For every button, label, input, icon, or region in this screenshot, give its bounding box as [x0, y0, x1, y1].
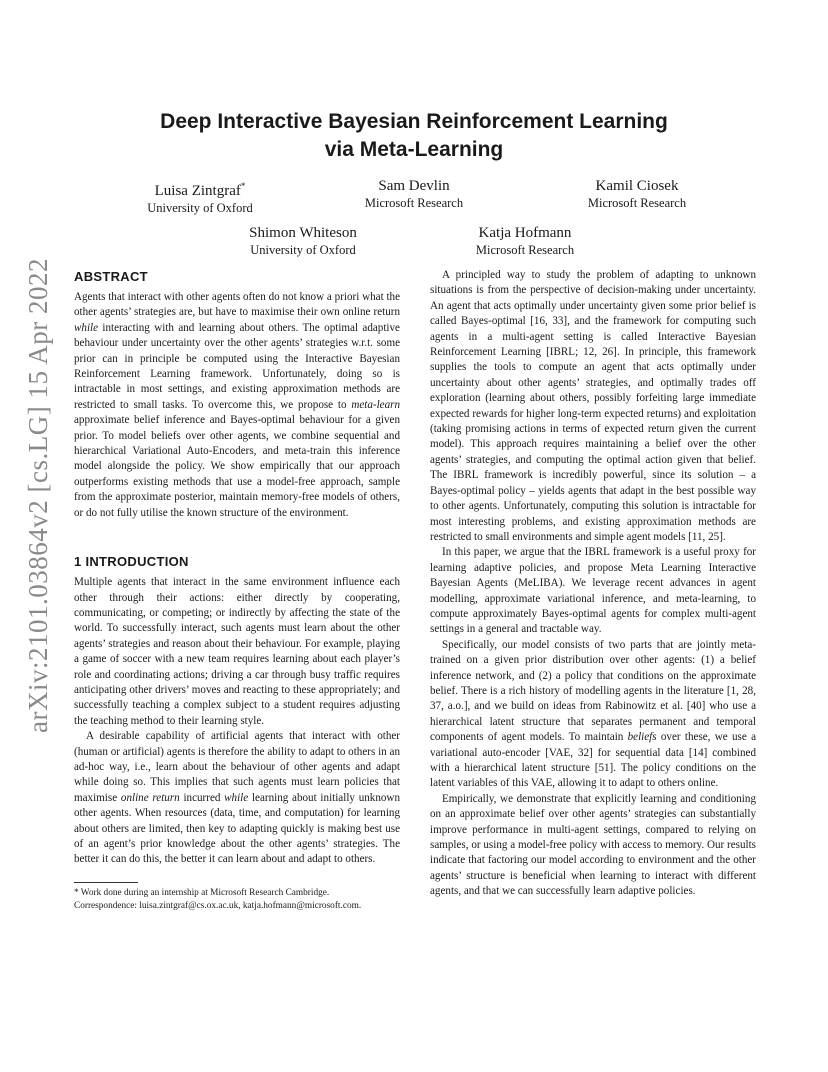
author-name: Sam Devlin: [378, 178, 450, 194]
author-name: Luisa Zintgraf*: [154, 181, 246, 199]
right-column: [430, 268, 756, 900]
author-block: [90, 178, 310, 217]
author-block: [304, 178, 524, 212]
author-name: Kamil Ciosek: [595, 178, 679, 194]
author-affiliation: Microsoft Research: [364, 196, 464, 210]
title-line-2: via Meta-Learning: [324, 138, 504, 161]
author-block: [415, 225, 635, 259]
body-paragraph: Empirically, we demonstrate that explicitly learning and conditioning on an approximate belief over other agents’ strategies can substantially improve performance in multi-agent settings, compared to relying on samples, or using a model-free policy with access to memory. Our results indicate that factoring our model according to environment and the other agents’ structure is beneficial when learning to interact with different agents, and that we can successfully learn adaptive policies.: [430, 792, 756, 898]
intro-paragraph: A desirable capability of artificial agents that interact with other (human or artificial) agents is therefore the ability to adapt to others in an ad-hoc way, i.e., learn about the behaviour of other agents and adapt while doing so. This implies that such agents must learn policies that maximise online return incurred while learning about initially unknown other agents. When resources (data, time, and computation) for learning about others are limited, then key to adapting quickly is making best use of an agent’s prior knowledge about the other agents’ strategies. The better it can do this, the better it can learn about and adapt to others.: [74, 730, 400, 866]
author-affiliation: Microsoft Research: [587, 196, 687, 210]
footnote-text: * Work done during an internship at Microsoft Research Cambridge. Correspondence: luisa.zintgraf@cs.ox.ac.uk, katja.hofmann@microsoft.com.: [74, 887, 362, 911]
author-name: Shimon Whiteson: [249, 225, 357, 241]
author-name: Katja Hofmann: [478, 225, 572, 241]
method-name: Meta Learning Interactive Bayesian Agents: [430, 561, 756, 590]
author-block: [527, 178, 747, 212]
paper-title: [74, 108, 754, 164]
author-block: [193, 225, 413, 259]
author-affiliation: University of Oxford: [250, 243, 356, 257]
body-paragraph: A principled way to study the problem of adapting to unknown situations is from the perspective of decision-making under uncertainty. An agent that acts optimally under uncertainty given some prior belief is called Bayes-optimal [16, 33], and the framework for computing such agents in a multi-agent setting is called Interactive Bayesian Reinforcement Learning [IBRL; 12, 26]. In principle, this framework supplies the tools to compute an agent that acts optimally under uncertainty about other agents’ strategies, and optimally trades off exploration (learning about others, possibly forfeiting large immediate expected rewards for higher long-term expected returns) and exploitation (taking promising actions in terms of expected return given the current model). This approach requires maintaining a belief over the other agents’ strategies, and computing the optimal action given that belief. The IBRL framework is incredibly powerful, since its solution – a Bayes-optimal policy – yields agents that adapt in the best possible way to other agents. Unfortunately, computing this solution is intractable for most interesting problems, and existing approximation methods are restricted to small environments and simple agent models [11, 25].: [430, 269, 756, 543]
introduction-heading: 1 INTRODUCTION: [74, 554, 189, 570]
abstract-heading: ABSTRACT: [74, 269, 148, 284]
author-affiliation: University of Oxford: [147, 201, 253, 215]
intro-paragraph: Multiple agents that interact in the same environment influence each other through their actions: either directly by cooperating, communicating, or competing; or indirectly by affecting the state of the world. To successfully interact, such agents must learn about the other agents’ strategies and reason about their behaviour. For example, playing a game of soccer with a new team requires learning about each player’s role and coordinating actions; driving a car through busy traffic requires anticipating other drivers’ moves and reacting to these appropriately; and successfully teaching a complex subject to a student requires adjusting the teaching method to their learning style.: [74, 576, 400, 727]
abstract-text: Agents that interact with other agents often do not know a priori what the other agents’ strategies are, but have to maximise their own online return while interacting with and learning about others. The optimal adaptive behaviour under uncertainty over the other agents’ strategies w.r.t. some prior can in principle be computed using the Interactive Bayesian Reinforcement Learning framework. Unfortunately, doing so is intractable in most settings, and existing approximation methods are restricted to small tasks. To overcome this, we propose to meta-learn approximate belief inference and Bayes-optimal behaviour for a given prior. To model beliefs over other agents, we combine sequential and hierarchical Variational Auto-Encoders, and meta-train this inference model alongside the policy. We show empirically that our approach outperforms existing methods that use a model-free approach, sample from the approximate posterior, maintain memory-free models of others, or do not fully utilise the known structure of the environment.: [74, 291, 400, 519]
footnote-divider: [74, 882, 138, 883]
body-paragraph: In this paper, we argue that the IBRL framework is a useful proxy for learning adaptive policies, and propose Meta Learning Interactive Bayesian Agents (MeLIBA). We leverage recent advances in agent modelling, approximate variational inference, and meta-learning, to compute approximately Bayes-optimal agents for complex multi-agent settings in a general and tractable way.: [430, 546, 756, 636]
body-paragraph: Specifically, our model consists of two parts that are jointly meta-trained on a given prior distribution over other agents: (1) a belief inference network, and (2) a policy that conditions on the approximate belief. There is a rich history of modelling agents in the literature [1, 28, 37, a.o.], and we build on ideas from Rabinowitz et al. [40] who use a hierarchical latent structure that separates permanent and temporal components of agent models. To maintain beliefs over these, we use a variational auto-encoder [VAE, 32] for sequential data [14] combined with a hierarchical latent structure [51]. The policy conditions on the latent variables of this VAE, allowing it to adapt to others online.: [430, 638, 756, 790]
left-column: [74, 268, 400, 913]
title-line-1: Deep Interactive Bayesian Reinforcement Learning: [160, 110, 668, 133]
author-affiliation: Microsoft Research: [475, 243, 575, 257]
arxiv-identifier-text: arXiv:2101.03864v2 [cs.LG] 15 Apr 2022: [22, 257, 53, 733]
arxiv-identifier: [18, 257, 58, 733]
